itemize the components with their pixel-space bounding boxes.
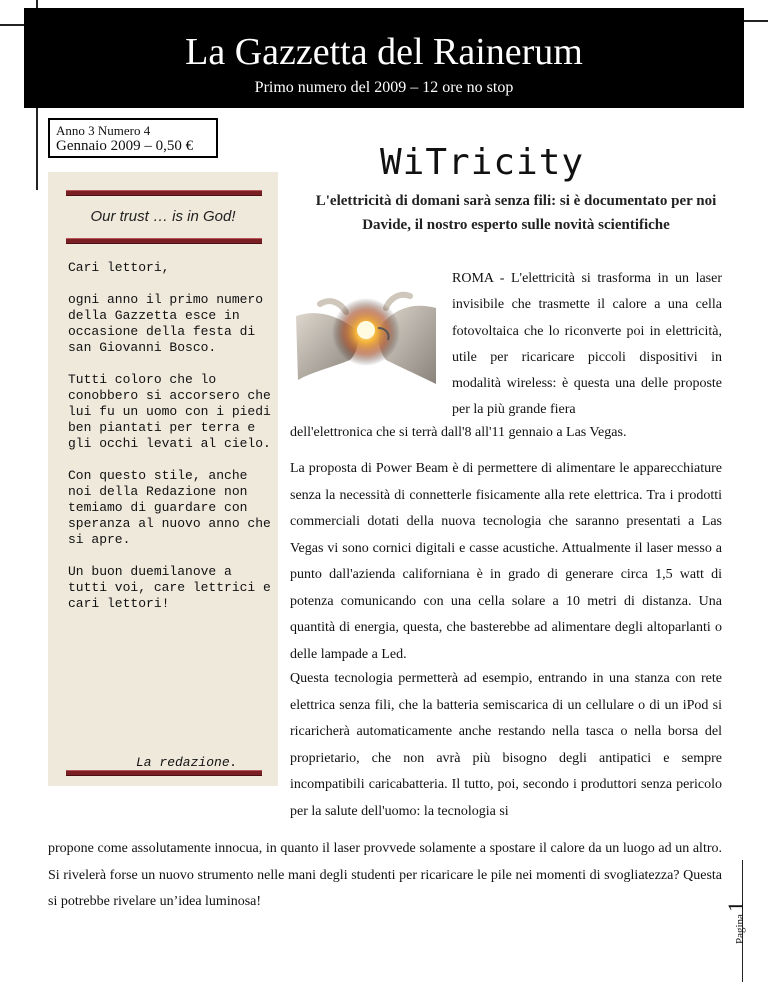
letter-paragraph: Un buon duemilanove a tutti voi, care lettrici e cari lettori! (68, 564, 271, 611)
article-subtitle (276, 189, 756, 237)
article-paragraph-continued: dell'elettronica che si terrà dall'8 all'11 gennaio a Las Vegas. (290, 425, 627, 440)
page-number-value: 1 (723, 901, 748, 913)
article-paragraph: La proposta di Power Beam è di permettere di alimentare le apparecchiature senza la necessità di connetterle fisicamente alla rete elettrica. Tra i prodotti commerciali dotati della nuova tecnologia che saranno presentati a Las Vegas vi sono cornici digitali e casse acustiche. Attualmente il laser messo a punto dall'azienda californiana è in grado di generare circa 1,5 watt di potenza comunicando con una cella solare a 10 metri di distanza. Una quantità di energia, questa, che basterebbe ad alimentare degli altoparlanti o delle lampade a Led. (290, 461, 722, 662)
sidebar-rule-top (66, 190, 262, 196)
article-title: WiTricity (380, 142, 585, 183)
issue-date-price: Gennaio 2009 – 0,50 € (56, 138, 194, 154)
article-subtitle-line2: Davide, il nostro esperto sulle novità scientifiche (362, 217, 670, 233)
letter-paragraph: Tutti coloro che lo conobbero si accorsero che lui fu un uomo con i piedi ben piantati per terra e gli occhi levati al cielo. (68, 372, 271, 451)
article-paragraph-continued: propone come assolutamente innocua, in quanto il laser provvede solamente a spostare il calore da un luogo ad un altro. Si rivelerà forse un nuovo strumento nelle mani degli studenti per ricaricare le pile nei momenti di svogliatezza? Questa si potrebbe rivelare un’idea luminosa! (48, 841, 722, 909)
editorial-sidebar (48, 172, 278, 786)
issue-number: Anno 3 Numero 4 (56, 123, 151, 138)
sidebar-motto: Our trust … is in God! (90, 208, 236, 225)
letter-signature: La redazione. (136, 755, 238, 770)
article-photo-glowing-hands (290, 268, 442, 392)
page-number (723, 901, 750, 944)
newspaper-title: La Gazzetta del Rainerum (185, 31, 583, 73)
hands-light-illustration (290, 268, 442, 392)
sidebar-rule-bottom (66, 770, 262, 776)
letter-paragraph: ogni anno il primo numero della Gazzetta esce in occasione della festa di san Giovanni Bosco. (68, 292, 264, 355)
editorial-letter (68, 260, 273, 628)
page-word: Pagina (734, 914, 746, 944)
letter-paragraph: Con questo stile, anche noi della Redazione non temiamo di guardare con speranza al nuovo anno che si apre. (68, 468, 271, 547)
letter-paragraph: Cari lettori, (68, 260, 170, 275)
newspaper-subtitle: Primo numero del 2009 – 12 ore no stop (254, 79, 514, 96)
article-paragraph: Questa tecnologia permetterà ad esempio, entrando in una stanza con rete elettrica senza fili, che la batteria semiscarica di un cellulare o di un iPod si ricaricherà automaticamente anche restando nella tasca o nella borsa del proprietario, che non avrà più bisogno degli antipatici e sempre incompatibili caricabatteria. Il tutto, poi, secondo i produttori senza pericolo per la salute dell'uomo: la tecnologia si (290, 671, 722, 819)
issue-info-box (48, 118, 218, 158)
article-paragraph: ROMA - L'elettricità si trasforma in un laser invisibile che trasmette il calore a una cella fotovoltaica che lo riconverte poi in elettricità, utile per ricaricare piccoli dispositivi in modalità wireless: è questa una delle proposte per la più grande fiera (452, 271, 722, 418)
article-subtitle-line1: L'elettricità di domani sarà senza fili: si è documentato per noi (315, 193, 717, 209)
sidebar-rule-middle (66, 238, 262, 244)
masthead (24, 8, 744, 108)
